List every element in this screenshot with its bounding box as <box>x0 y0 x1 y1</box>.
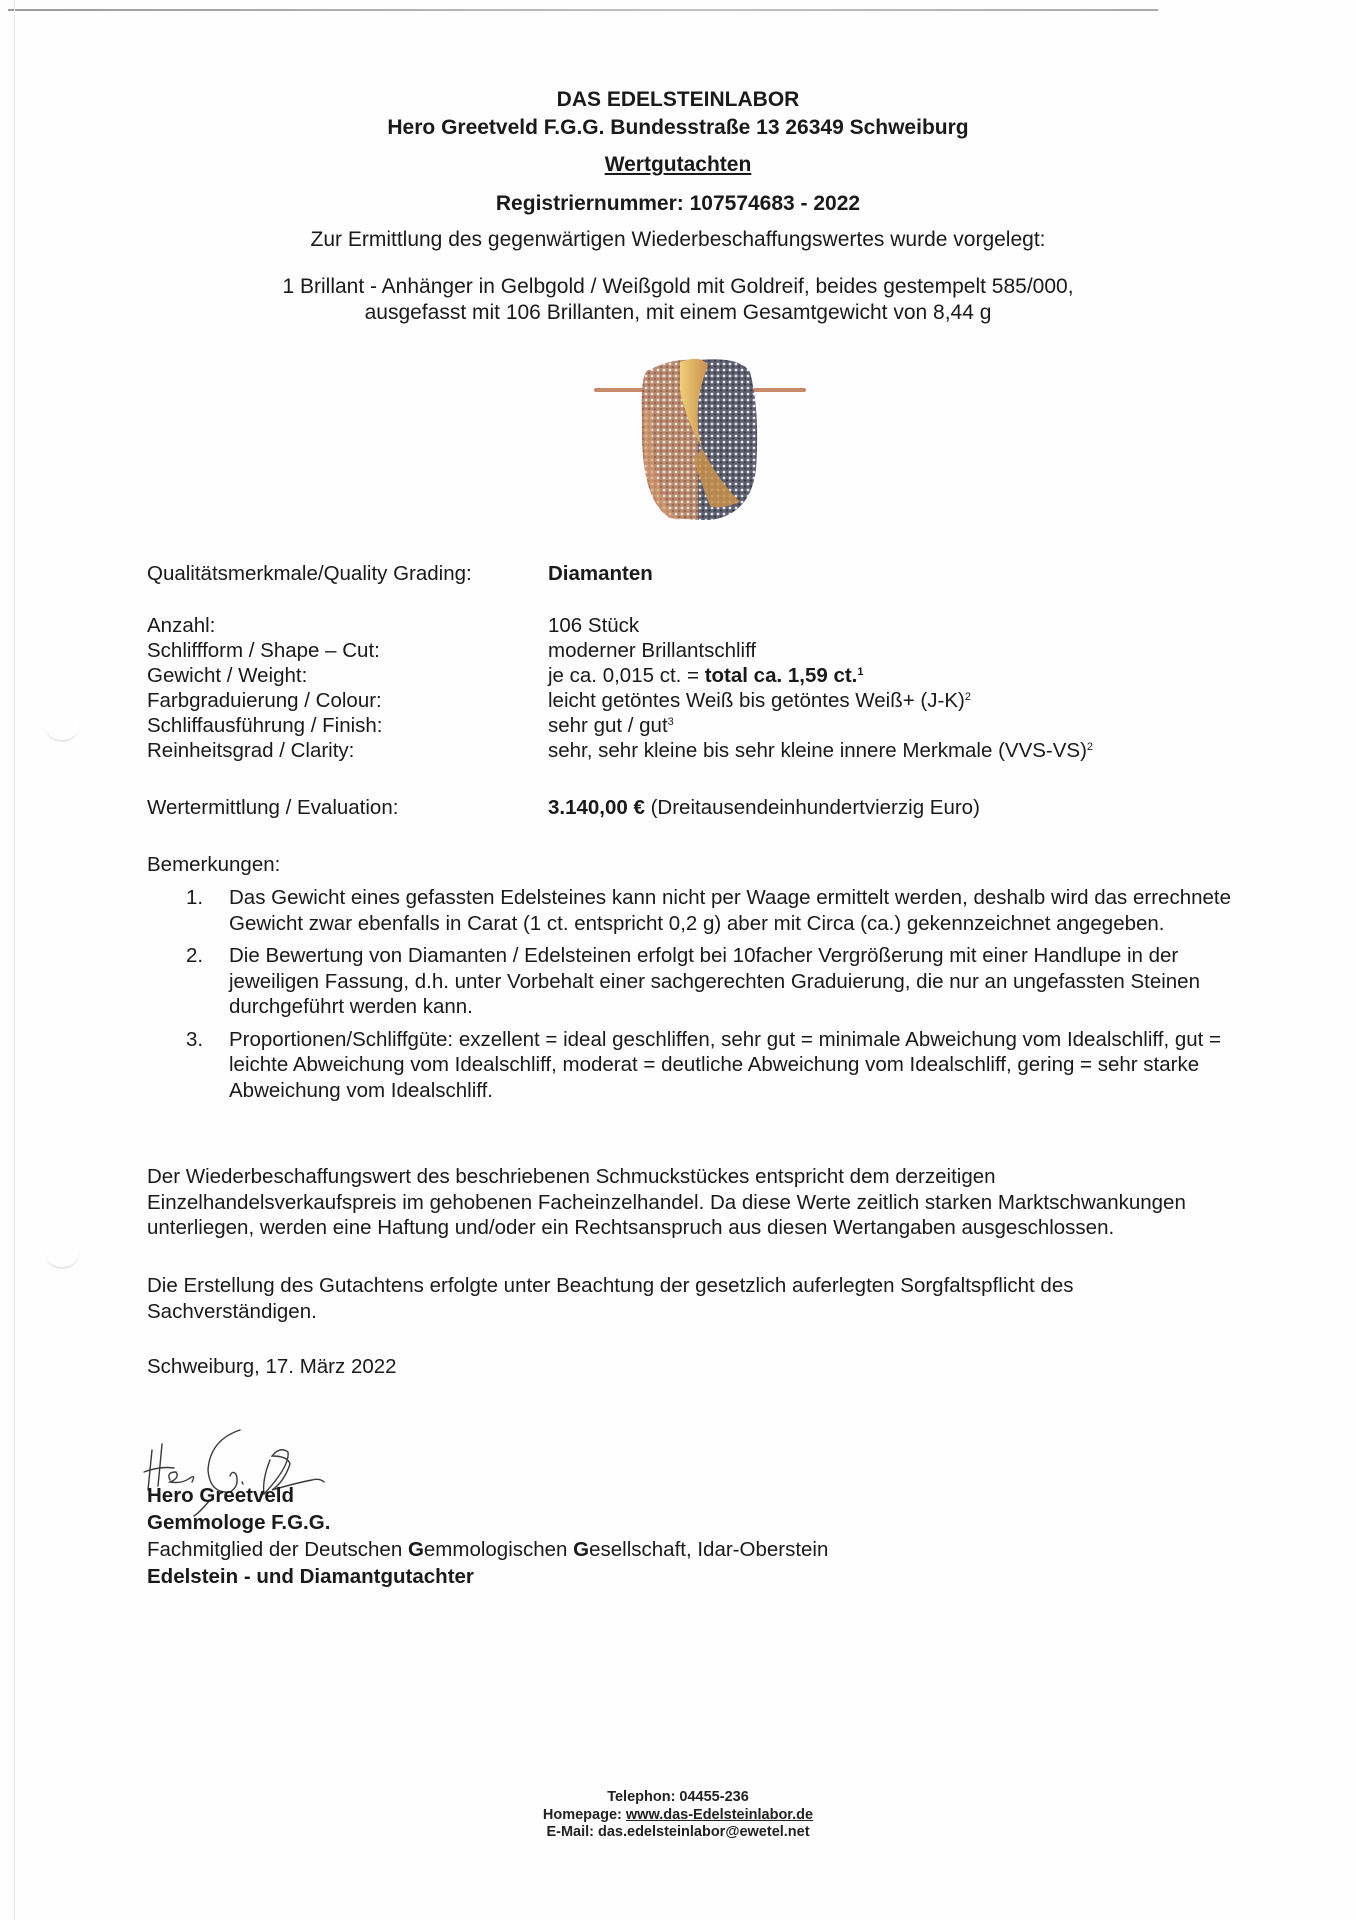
lab-address: Hero Greetveld F.G.G. Bundesstraße 13 26349 Schweiburg <box>387 116 969 139</box>
grading-label-shape: Schliffform / Shape – Cut: <box>147 639 380 662</box>
place-date: Schweiburg, 17. März 2022 <box>147 1355 397 1378</box>
footer-homepage <box>0 1807 1356 1825</box>
grading-label-clarity: Reinheitsgrad / Clarity: <box>147 739 355 762</box>
remark-number: 1. <box>186 886 204 909</box>
grading-value-colour <box>548 690 971 712</box>
remarks-title: Bemerkungen: <box>147 853 281 876</box>
membership-text: esellschaft, Idar-Oberstein <box>589 1538 829 1561</box>
remark-text: Das Gewicht eines gefassten Edelsteines kann nicht per Waage ermittelt werden, deshalb wird das errechnete Gewicht zwar ebenfalls in Carat (1 ct. entspricht 0,2 g) aber mit Circa (ca.) gekennzeichnet angegeben. <box>229 886 1231 935</box>
grading-label-weight: Gewicht / Weight: <box>147 664 308 687</box>
homepage-link[interactable]: www.das-Edelsteinlabor.de <box>625 1806 814 1823</box>
grading-label-count: Anzahl: <box>147 614 216 637</box>
weight-total: total ca. 1,59 ct. <box>704 664 858 687</box>
footer-email: E-Mail: das.edelsteinlabor@ewetel.net <box>546 1824 810 1840</box>
disclaimer-paragraph: Der Wiederbeschaffungswert des beschriebenen Schmuckstückes entspricht dem derzeitigen Einzelhandelsverkaufspreis im gehobenen Facheinzelhandel. Da diese Werte zeitlich starken Marktschwankungen unterliegen, werden eine Haftung und/oder ein Rechtsanspruch aus diesen Wertangaben ausgeschlossen. <box>147 1165 1186 1239</box>
item-description-line: ausgefasst mit 106 Brillanten, mit einem Gesamtgewicht von 8,44 g <box>364 301 992 324</box>
grading-value-weight <box>548 665 864 687</box>
footer-phone: Telephon: 04455-236 <box>607 1789 749 1805</box>
signatory-membership <box>147 1536 828 1563</box>
remark-text: Proportionen/Schliffgüte: exzellent = ideal geschliffen, sehr gut = minimale Abweichung vom Idealschliff, gut = leichte Abweichung vom Idealschliff, moderat = deutliche Abweichung vom Idealschliff, gering = sehr starke Abweichung vom Idealschliff. <box>229 1027 1221 1102</box>
signatory-role: Edelstein - und Diamantgutachter <box>147 1565 474 1588</box>
lab-name: DAS EDELSTEINLABOR <box>556 88 800 111</box>
evaluation-amount: 3.140,00 € <box>548 796 645 819</box>
remarks-list <box>186 885 1266 1110</box>
remark-item <box>186 943 1266 1020</box>
membership-text: Fachmitglied der Deutschen <box>147 1538 408 1561</box>
remark-item <box>186 1027 1266 1104</box>
registration-number: Registriernummer: 107574683 - 2022 <box>495 192 861 215</box>
finish-text: sehr gut / gut <box>548 714 668 737</box>
item-description-line: 1 Brillant - Anhänger in Gelbgold / Weißgold mit Goldreif, beides gestempelt 585/000, <box>282 275 1074 298</box>
grading-label-finish: Schliffausführung / Finish: <box>147 714 383 737</box>
signatory-name: Hero Greetveld <box>147 1484 294 1507</box>
punch-hole-mark <box>44 718 80 742</box>
remark-number: 2. <box>186 944 204 967</box>
signatory-title: Gemmologe F.G.G. <box>147 1511 331 1534</box>
footnote-ref: 2 <box>1086 741 1094 753</box>
evaluation-label: Wertermittlung / Evaluation: <box>147 796 399 819</box>
homepage-label: Homepage: <box>542 1806 626 1823</box>
grading-value-shape: moderner Brillantschliff <box>548 639 757 662</box>
membership-text: emmologischen <box>423 1538 574 1561</box>
intro-text: Zur Ermittlung des gegenwärtigen Wiederbeschaffungswertes wurde vorgelegt: <box>310 228 1046 251</box>
membership-text: G <box>407 1538 424 1561</box>
signatory-block <box>147 1482 828 1590</box>
diligence-paragraph: Die Erstellung des Gutachtens erfolgte unter Beachtung der gesetzlich auferlegten Sorgfaltspflicht des Sachverständigen. <box>147 1274 1074 1323</box>
weight-each: je ca. 0,015 ct. = <box>548 664 705 687</box>
membership-text: G <box>573 1538 590 1561</box>
grading-value-clarity <box>548 740 1093 762</box>
remark-item <box>186 885 1266 936</box>
item-description <box>0 274 1356 326</box>
grading-value-finish <box>548 715 674 737</box>
evaluation-words: (Dreitausendeinhundertvierzig Euro) <box>644 796 980 819</box>
remark-text: Die Bewertung von Diamanten / Edelsteinen erfolgt bei 10facher Vergrößerung mit einer Handlupe in der jeweiligen Fassung, d.h. unter Vorbehalt einer sachgerechten Graduierung, die nur an ungefassten Steinen durchgeführt werden kann. <box>229 944 1200 1018</box>
grading-heading-value: Diamanten <box>548 562 653 585</box>
scan-edge-line <box>8 9 1158 11</box>
footnote-ref: 3 <box>667 716 674 728</box>
footer-contact <box>0 1789 1356 1842</box>
footnote-ref: 1 <box>857 666 864 678</box>
grading-heading-label: Qualitätsmerkmale/Quality Grading: <box>147 562 472 585</box>
grading-label-colour: Farbgraduierung / Colour: <box>147 689 382 712</box>
grading-value-count: 106 Stück <box>548 614 640 637</box>
remark-number: 3. <box>186 1027 204 1051</box>
colour-text: leicht getöntes Weiß bis getöntes Weiß+ (J-K) <box>548 689 965 712</box>
diamond-pendant-photo-icon <box>590 350 810 530</box>
footnote-ref: 2 <box>964 691 971 703</box>
clarity-text: sehr, sehr kleine bis sehr kleine innere Merkmale (VVS-VS) <box>548 739 1087 762</box>
document-title: Wertgutachten <box>604 153 752 176</box>
evaluation-value <box>548 797 980 819</box>
punch-hole-mark <box>44 1245 80 1269</box>
